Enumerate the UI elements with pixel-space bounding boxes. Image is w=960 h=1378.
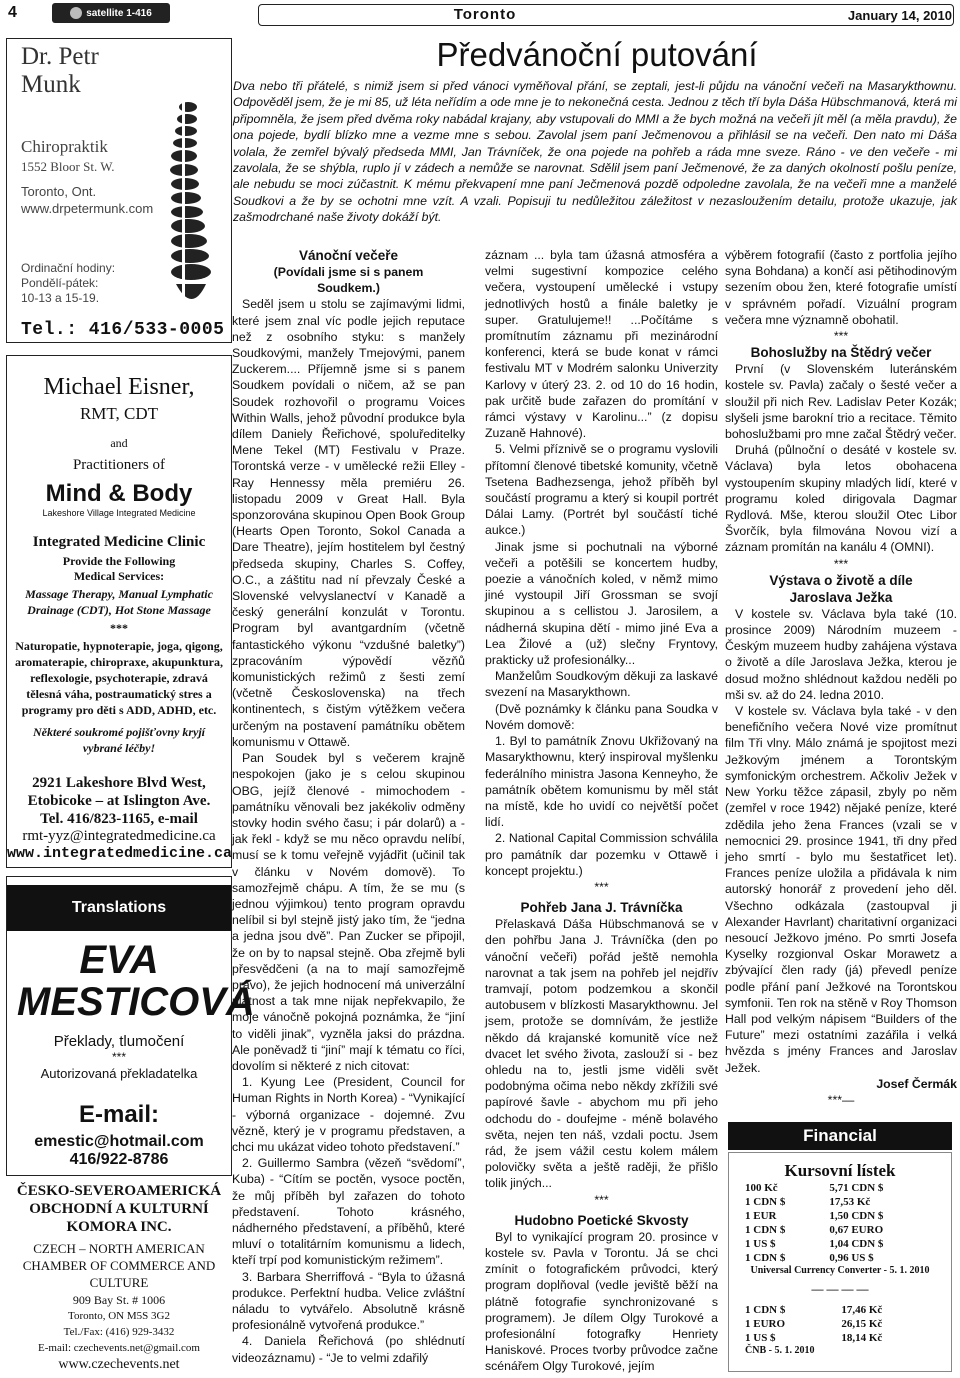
munk-profession: Chiropraktik [21,137,108,156]
table-row [741,1195,887,1209]
rate-from: 1 CDN $ [745,1304,786,1316]
header-city: Toronto [453,6,517,23]
paragraph: V kostele sv. Václava byla také - v den benefičního večera Nové vize promítnut film Tři vlny. Málo známá je spojitost mezi Ježkovým jménem a Torontským symfonickým orchestrem. Ačkoliv Ježek v New Yorku těžce zápasil, zbyly po něm (zemřel v roce 1942) nějaké peníze, které zdědila jeho žena Frances (vzali se v nemocnici 29. prosince 1941, tři dny před jeho smrtí - bylo mu šestatřicet let). Frances peníze uložila a přidávala k nim autorský honorář z provedení jeho děl. Všechno odkázala (zastoupval ji Alexander Havrlant) charitativní organizaci nesoucí Ježkovo jméno. Po smrti Josefa Kyselky rozgionval Oskar Morawetz a zbývající člen rady (já) převedl peníze podle přání paní Ježkové na Torontskou symfonii. Ten rok na stěně v Roy Thomson Hall pod velkým nápisem “Builders of the Future” mezi ostatními zazářila i velká hvězda s jmény Frances and Jaroslav Ježek. [725,704,957,1075]
rate-to: 1,50 CDN $ [829,1210,884,1222]
chamber-title: ČESKO-SEVEROAMERICKÁ OBCHODNÍ A KULTURNÍ KOMORA INC. [16,1183,222,1235]
rate-from: 1 CDN $ [745,1252,786,1264]
eisner-web[interactable]: www.integratedmedicine.ca [7,845,233,862]
translator-email-label: E-mail: [78,1101,159,1128]
rates-separator: — — — — [811,1282,869,1296]
paragraph: Byl to vynikající program 20. prosince v kostele sv. Pavla v Torontu. Já se chci zmínit o fotografickém průvodci, který program doplňoval (vedle jeviště běží na plátně fotografie synchronizované s programem). Je dílem Olgy Turokové a profesionální fotografky Henriety Haniskové. Proces tvorby průvodce začne scénářem Olgy Turokové, jejím [485,1229,718,1374]
chamber-title-en: CZECH – NORTH AMERICAN CHAMBER OF COMMERCE AND CULTURE [22,1241,216,1290]
financial-bar: Financial [728,1122,952,1150]
eisner-practitioners: Practitioners of [72,457,166,473]
paragraph: Přelaskavá Dáša Hübschmanová se v den pohřbu Jana J. Trávníčka (den po vánoční večeři) pořád ještě nemohla narovnat a tak jsem na pohřeb jel nejdřív tramvají, potom podzemkou a skončil autobusem v blízkosti Masarykthownu. Jel jsem, protože se domnívám, že jestliže někdo dá krajanské komunitě více než dvacet let svého života, zaslouží si - bez ohledu na to, jestli jsme viděli svět podobnýma očima nebo někdy zkřížili své papírové šavle - abychom mu při jeho odchodu do - doufejme - méně bolavého světa, nejen ten náš, vzdali poctu. Jsem rád, že jsem vážil cestu kolem málem polovičky světa a ještě raději, že přišlo tolik jiných... [485,917,718,1191]
paragraph: 1. Kyung Lee (President, Council for Human Rights in North Korea) - “Vynikající - výborná organizace - dojemné. Zvu vězně, který je v programu představen, a chci mu ukázat video tohoto představení.” [232,1075,465,1154]
eisner-email[interactable]: rmt-yyz@integratedmedicine.ca [22,828,216,844]
munk-address: 1552 Bloor St. W. [21,159,115,174]
chamber-city: Toronto, ON M5S 3G2 [68,1310,170,1322]
chamber-telfax: Tel./Fax: (416) 929-3432 [63,1326,175,1338]
article-title: Předvánoční putování [436,36,758,73]
paragraph: 3. Barbara Sherriffová - “Byla to úžasná produkce. Perfektní hudba. Velice zvláštní náladu to vytvářelo. Absolutně krásně profesionálně vytvořená produkce.” [232,1269,465,1333]
eisner-name: Michael Eisner, [43,374,195,400]
chamber-email[interactable]: E-mail: czechevents.net@gmail.com [38,1342,200,1354]
paragraph: Pan Soudek byl s večerem krajně nespokojen (jako je s celou skupinou OBG, jejíž členové - mimochodem - památníku věnovali bez jakékoliv odměny stovky hodin svého času; i pár dolarů) a - jak řekl - když se mu něco opravdu nelíbí, musí se k tomu veřejně vyjádřit (učinil tak v článku v Novém domově). To samozřejmě chápu. A tím, že se mu (s jednou výjimkou) tento program opravdu nelíbil si byl stejně jistý jako tím, že “jedna a jedna jsou dvě”. Pan Zucker se připojil, že on by to napsal stejně. Oba zřejmě byli přesvědčeni (a na to mají samozřejmě právo), že jejich hodnocení má univerzální platnost a tak mne nijak nepřekvapilo, že moje vánočně pokojná poznámka, že “jiní to viděli jinak”, vyzněla jaksi do prázdna. Ale poněvadž ti “jiní” mají k tématu co říci, dovolím si některé z nich citovat: [232,751,465,1073]
translator-stars: *** [111,1050,126,1064]
eisner-address: 2921 Lakeshore Blvd West, Etobicoke – at Islington Ave. [27,775,211,809]
rate-to: 17,53 Kč [829,1196,871,1208]
rate-from: 1 US $ [745,1332,776,1344]
table-row [741,1223,887,1237]
translator-name: EVA MESTICOVÁ [17,938,255,1024]
logo-text: satellite 1-416 [86,7,152,19]
insurance-text: Některé soukromé pojišťovny kryjí vybrané léčby! [32,725,206,755]
ad-munk [6,38,232,343]
section-heading: Bohoslužby na Štědrý večer [750,345,932,361]
paragraph: Druhá (půlnoční o desáté v kostele sv. Václava) byla letos obohacena vystoupením skupiny mladých lidí, které v programu koled dirigovala Dagmar Rydlová. Mše, kterou sloužil Otec Libor Švorčík, byla filmována Novou vizí a záznam promítán na kanálu 4 (OMNI). [725,443,957,555]
translator-cert: Autorizovaná překladatelka [40,1066,198,1081]
spine-image [162,99,214,311]
chamber-web[interactable]: www.czechevents.net [58,1357,180,1372]
section-heading: Hudobno Poetické Skvosty [514,1212,689,1228]
paragraph: 5. Velmi příznivě se o programu vyslovili přítomní členové tibetské komunity, včetně Tsetena Badhezsenga, jehož příběh byl součástí programu a který si koupil portrét Dálai Lamy. (Portrét byl součástí tiché aukce.) [485,442,718,538]
article-column-2 [485,247,718,1375]
services-list: Naturopatie, hypnoterapie, joga, qigong, aromaterapie, chiropraxe, akupunktura, reflexologie, psychoterapie, zdravá tělesná váha, postraumatický stres a programy pro děti s ADD, ADHD, etc. [15,639,223,717]
rates-source-2: ČNB - 5. 1. 2010 [745,1345,815,1356]
exchange-title: Kursovní lístek [784,1161,896,1180]
munk-name: Dr. Petr Munk [21,43,99,98]
translator-services: Překlady, tlumočení [53,1033,185,1050]
munk-web[interactable]: www.drpetermunk.com [21,201,154,216]
munk-hours [21,261,121,306]
paragraph: výběrem fotografií (často z portfolia jejího syna Bohdana) a končí asi pětihodinovým sezením obou žen, které fotografie umístí v správném pořadí. Vizuální program večera mne významně obohatil. [725,248,957,327]
rate-from: 1 CDN $ [745,1224,786,1236]
translations-bar: Translations [7,885,231,931]
header-date: January 14, 2010 [847,8,952,23]
hours-label: Ordinační hodiny: [21,261,116,275]
eisner-title: RMT, CDT [79,404,159,423]
exchange-rates [728,1152,952,1372]
section-stars: *** [833,329,849,344]
ad-eisner [6,355,232,868]
article-end: ***— [827,1092,855,1107]
hours-days: Pondělí-pátek: [21,276,99,290]
paragraph: V kostele sv. Václava byla také (10. prosince 2009) Národním muzeem - Českým muzeem hudby zahájena výstava o životě a díle Jaroslava Ježka, kterou je dosud možno shlédnout každou neděli po mši sv. až do 24. ledna 2010. [725,606,957,702]
ad-translations [6,876,255,1176]
munk-city: Toronto, Ont. [21,184,97,199]
globe-icon [70,7,82,19]
section-heading: Pohřeb Jana J. Trávníčka [520,900,683,916]
rate-to: 0,96 US $ [829,1252,874,1264]
munk-phone: Tel.: 416/533-0005 [21,320,225,340]
rates-table-1 [741,1181,887,1265]
paragraph: Jinak jsme si pochutnali na výborné večeři a potěšili se koncertem hudby, poezie a vánočních koled, v němž mimo jiné vystoupil Jiří Grossman se svojí skupinou a s cellistou J. Jarosilem, a nádherná skupina dětí - mimo jiné Eva a Lea Žilové a (už) slečny Fryntovy, prakticky už profesionálky... [485,539,718,668]
hours-time: 10-13 a 15-19. [21,291,100,305]
rates-table-2 [741,1303,886,1345]
rate-to: 5,71 CDN $ [829,1182,884,1194]
page-number: 4 [8,4,17,21]
article-intro: Dva nebo tři přátelé, s nimiž jsem si před vánoci vyměňoval přání, se zeptali, jest-li půjdu na vánoční večeři na Masarykthownu. Odpověděl jsem, že je mi 85, už léta neřídím a ode mne je to nekonečná cesta. Jednou z těch tří byla Dáša Hübschmanová, která mi připomněla, že jsem před dvěma roky nabádal krajany, aby vstupovali do MMI a že bych možná na večeři jít měl (a měla pravdu), že ona pojede, bydlí blízko mne a vezme mne s sebou. Zavolal jsem paní Ječmenovou a přihlásil se na večeři. Den nato mi Dáša volala, že zemřel bývalý předseda MMI, Jan Trávníček, že ona pojede na pohřeb a ráda mne sveze. Ráno - ve den večeře - mi zavolala, že se shýbla, ruplo jí v zádech a nemůže se narovnat. Sdělil jsem paní Ječmenové, že za daných okolností pošlu peníze, ale nebudu se moci zúčastnit. K mému překvapení mne paní Ječmenová pozdě odpoledne zavolala, že na večeři mne a manželé Soudkovi a že by se ochotni mne vzít. A vzali. Popisuji tu nedůležitou záležitost v nezasloužením detailu, protože ukazuje, jak zašmodrchané naše životy dokáží být. [233,79,957,225]
rate-to: 17,46 Kč [841,1304,883,1316]
paragraph: 2. National Capital Commission schválila pro památník dar pozemku v Ottawě i koncept projektu.) [485,831,718,878]
translator-email[interactable]: emestic@hotmail.com [34,1133,204,1150]
table-row [741,1331,886,1345]
table-row [741,1317,886,1331]
section-heading: Výstava o životě a díle Jaroslava Ježka [769,572,913,605]
section-stars: *** [833,556,849,571]
rates-source-1: Universal Currency Converter - 5. 1. 2010 [750,1265,930,1276]
article-column-3 [725,247,957,1108]
table-row [741,1251,887,1265]
table-row [741,1237,887,1251]
paragraph: 1. Byl to památník Znovu Ukřižovaný na Masarykthownu, který inspiroval myšlenku federálního ministra Jasona Kenneyho, že památník obětem komunismu by měl stát na místě, kde ho uvidí co největší počet lidí. [485,734,718,830]
eisner-stars: *** [110,621,128,635]
section-heading: Vánoční večeře [298,248,399,263]
rate-from: 1 CDN $ [745,1196,786,1208]
rate-to: 0,67 EURO [829,1224,884,1236]
table-row [741,1303,886,1317]
translator-phone: 416/922-8786 [69,1151,169,1168]
mind-body-logo: Mind & Body [45,480,193,507]
rate-to: 18,14 Kč [841,1332,883,1344]
paragraph: záznam ... byla tam úžasná atmosféra a velmi sugestivní kompozice celého večera, vystoupení umělecké i vstupy jednotlivých hostů a finále baletky je super. Gratulujeme!! ...Počítáme s promítnutím záznamu při mezinárodní konferenci, která se bude konat v rámci festivalu MT v Modrém salonku Univerzity Karlovy v úterý 23. 2. od 10 do 16 hodin, pak určitě bude zařazen do promítání v rámci výstavy v Karolinu...” (z dopisu Zuzaně Hahnové). [485,248,718,441]
paragraph: 4. Daniela Řeřichová (po shlédnutí videozáznamu) - “Je to velmi zdařilý [232,1334,465,1365]
chamber-address: 909 Bay St. # 1006 [72,1293,166,1307]
satellite-logo [52,3,170,23]
provide-text: Provide the Following Medical Services: [62,554,176,583]
ad-czech-chamber [6,1182,232,1373]
village-text: Lakeshore Village Integrated Medicine [42,508,196,518]
rate-to: 1,04 CDN $ [829,1238,884,1250]
section-subheading: (Povídali jsme si s panem Soudkem.) [273,265,424,296]
paragraph: První (v Slovenském luteránském kostele sv. Pavla) začaly o šesté večer a sloužil při nich Rev. Ladislav Peter Kozák; slyšeli jsme barokní trio a recitace. Těmito bohoslužbami pro mne začal Štědrý večer. [725,362,957,442]
paragraph: Seděl jsem u stolu se zajímavými lidmi, které jsem znal víc podle jejich reputace než z osobního styku: s manžely Soudkovými, manžely Tmejovými, panem Zuckerem.... Příjemně jsme si s panem Soudkem povídali o ničem, až se pan Soudek rozhovořil o programu Voices Within Walls, jehož původní produkce byla dílem Daniely Řeřichové, spoluředitelky Mene Tekel (MT) Festivalu v Praze. Torontská verze - v umělecké režii Elley - Ray Hennessy měla premiéru 26. listopadu 2009 v Great Hall. Byla sponzorována skupinou Open Book Group (Hearts Open Toronto, Sokol Canada a Dare Theatre), jejím hostitelem byl čestný předseda skupiny, Charles S. Coffey, O.C., a záštitu nad ní převzaly České a Slovenské velvyslanectví v Kanadě a český generální konzulát v Torontu. Program byl avantgardním (včetně fantastického výkonu “vzdušné baletky”) zpracováním výpovědí vězňů komunistických režimů z šesti zemí (včetně Československa) na třech kontinentech, s čistým výtěžkem večera určeným na postavení památníku obětem komunismu v Ottawě. [232,297,465,749]
eisner-phone: Tel. 416/823-1165, e-mail [40,811,198,827]
article-column-1 [232,247,465,1366]
rate-from: 100 Kč [745,1182,778,1194]
rate-from: 1 EURO [745,1318,786,1330]
paragraph: Manželům Soudkovým děkuji za laskavé svezení na Masarykthown. [485,669,718,700]
eisner-and: and [110,436,128,450]
section-stars: *** [594,879,609,894]
rate-from: 1 EUR [745,1210,777,1222]
paragraph: 2. Guillermo Sambra (vězeň “svědomí”, Kuba) - “Cítím se poctěn, vysoce poctěn, že můj příběh byl zařazen do tohoto představení. Tohoto krásného, nádherného představení, a příběhů, které mluví o totalitárním komunismu a lidech, kteří trpí pod komunistickým režimem”. [232,1156,465,1268]
paragraph: (Dvě poznámky k článku pana Soudka v Novém domově: [485,701,718,732]
rate-from: 1 US $ [745,1238,776,1250]
table-row [741,1209,887,1223]
services-text: Massage Therapy, Manual Lymphatic Drainage (CDT), Hot Stone Massage [25,587,213,617]
rate-to: 26,15 Kč [841,1318,883,1330]
clinic-name: Integrated Medicine Clinic [32,534,206,550]
author-signature: Josef Čermák [876,1076,957,1091]
section-stars: *** [594,1192,609,1207]
table-row [741,1181,887,1195]
